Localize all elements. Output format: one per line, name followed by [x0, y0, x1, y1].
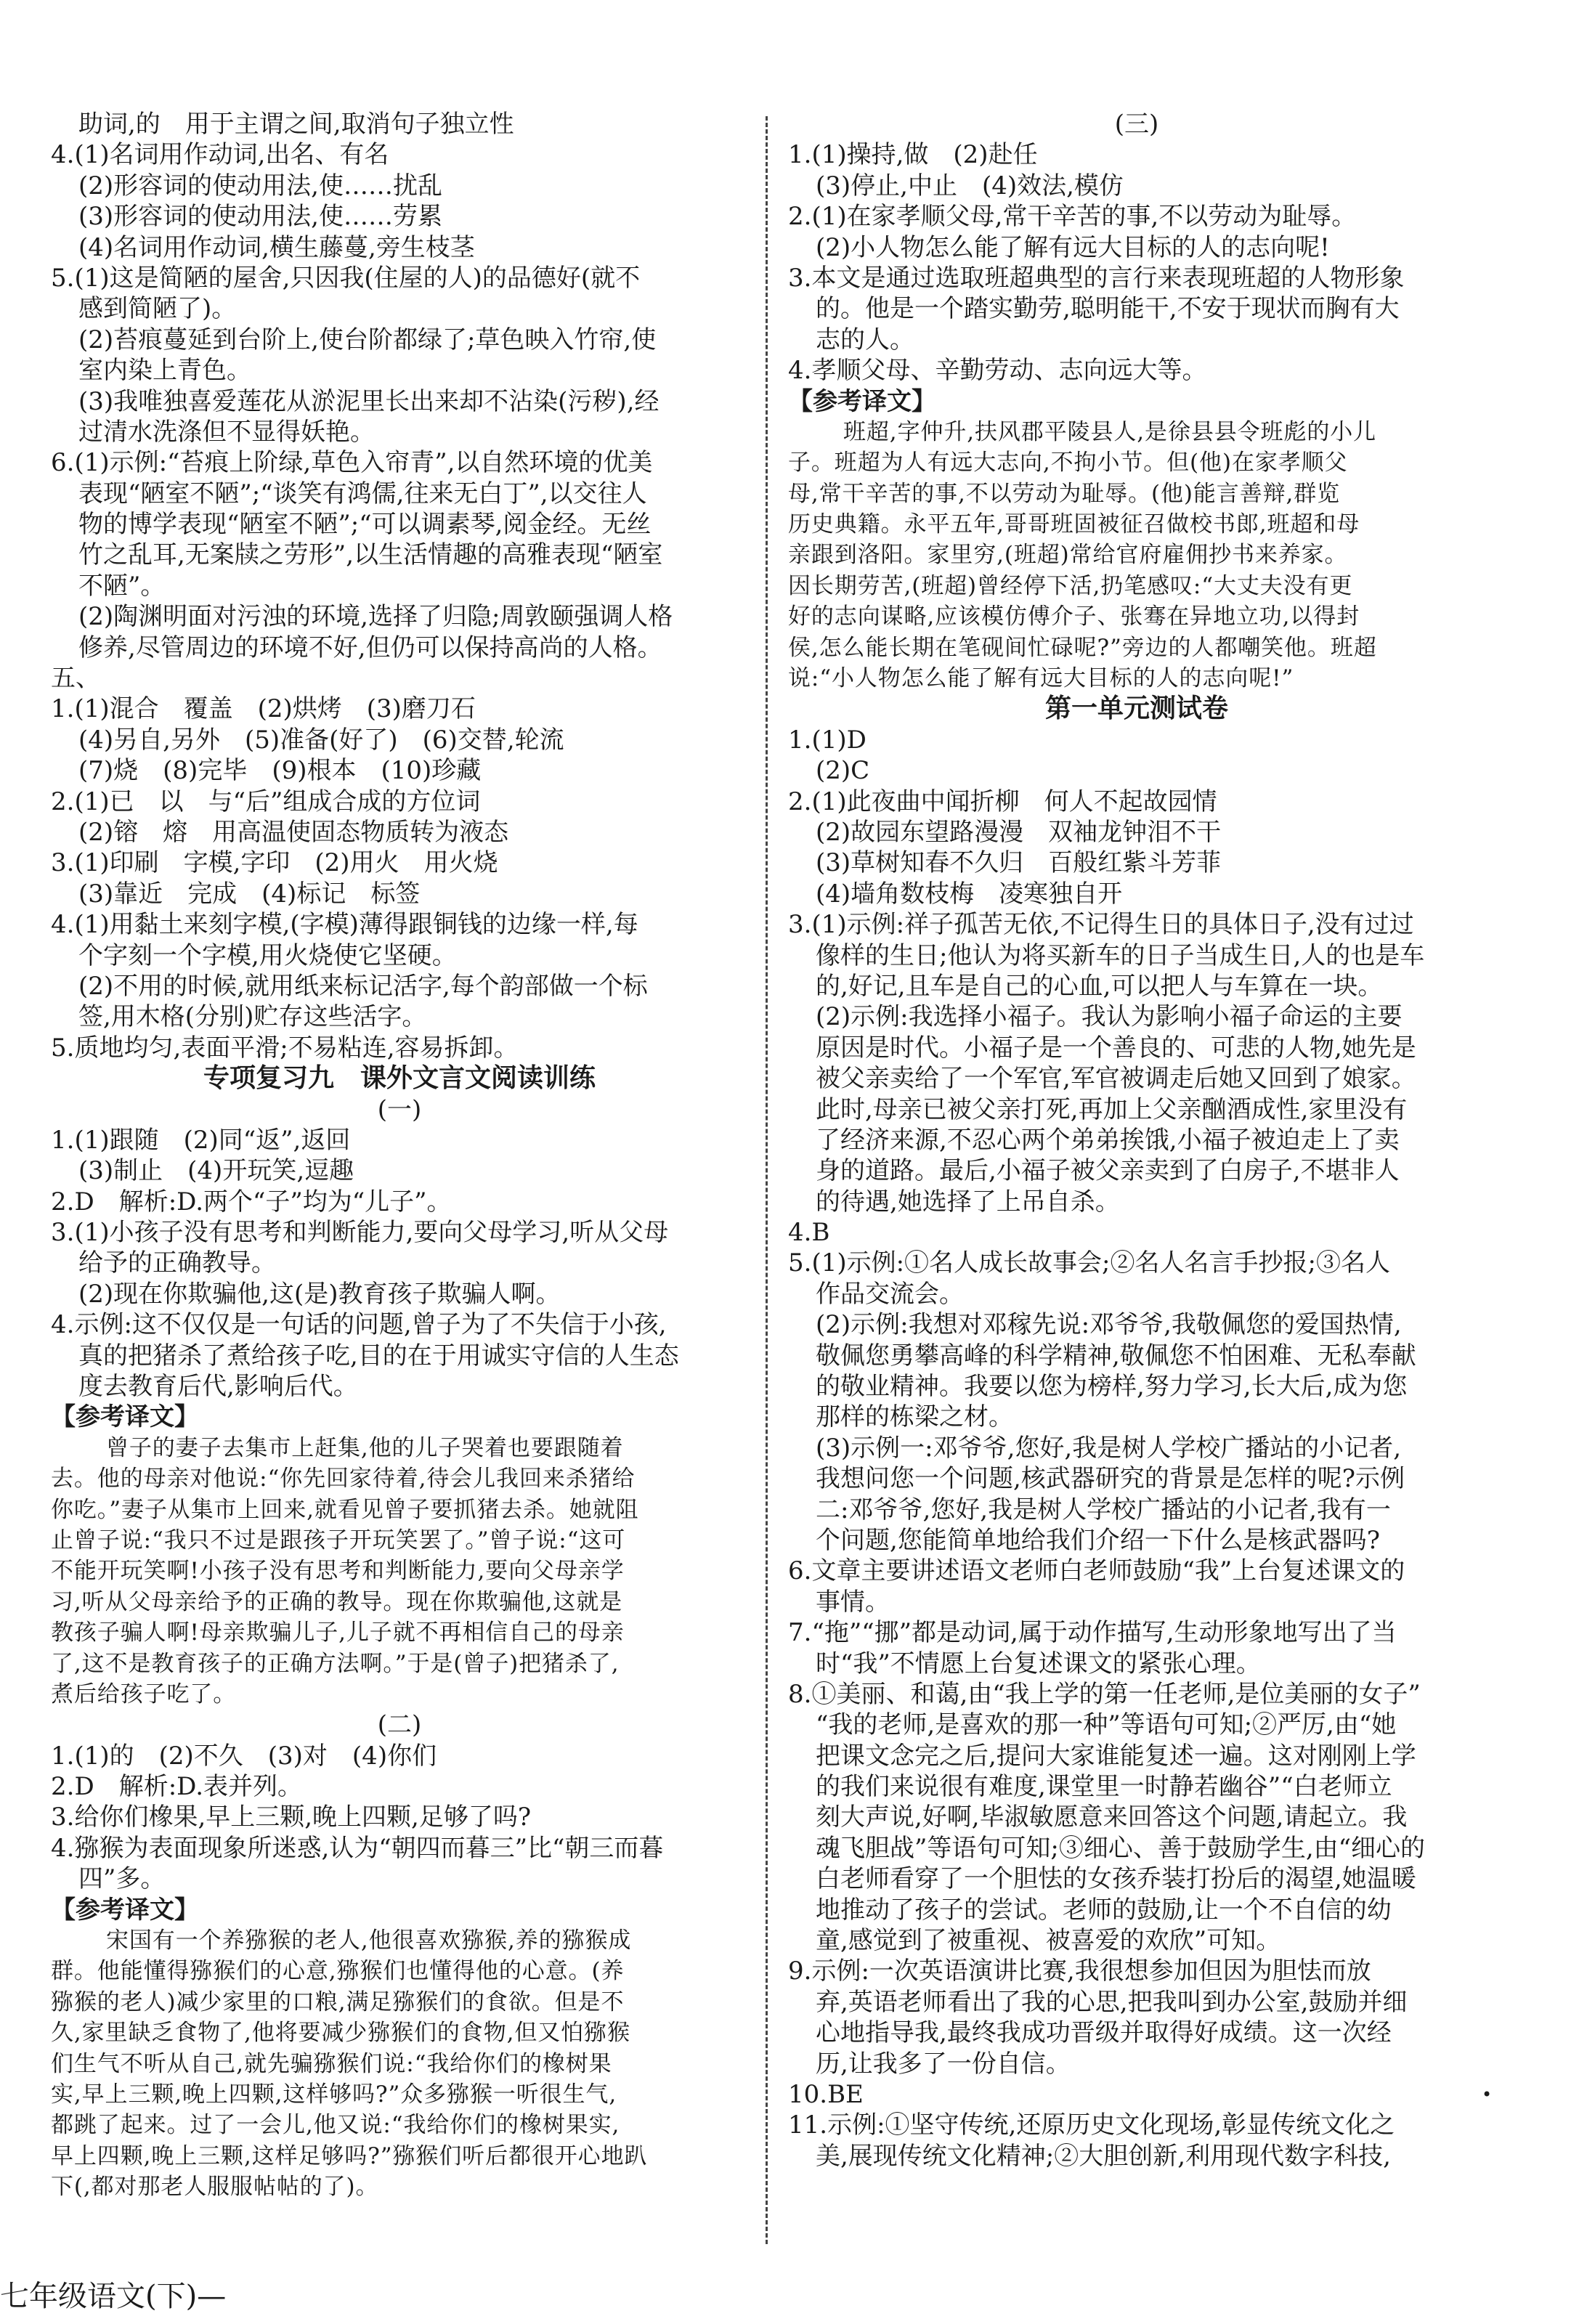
- translation-line: 早上四颗,晚上三颗,这样足够吗?”猕猴们听后都很开心地趴: [51, 2142, 648, 2169]
- answer-line: 心地指导我,最终我成功晋级并取得好成绩。这一次经: [816, 2018, 1392, 2048]
- answer-line: 5.(1)这是简陋的屋舍,只因我(住屋的人)的品德好(就不: [51, 263, 641, 293]
- translation-line: 历史典籍。永平五年,哥哥班固被征召做校书郎,班超和母: [788, 511, 1360, 538]
- answer-line: 作品交流会。: [816, 1279, 964, 1309]
- translation-line: 都跳了起来。过了一会儿,他又说:“我给你们的橡树果实,: [51, 2112, 620, 2139]
- answer-line: 6.(1)示例:“苔痕上阶绿,草色入帘青”,以自然环境的优美: [51, 448, 653, 478]
- answer-line: 那样的栋梁之材。: [816, 1402, 1013, 1432]
- translation-line: 猕猴的老人)减少家里的口粮,满足猕猴们的食欲。但是不: [51, 1988, 625, 2015]
- answer-line: (一): [377, 1094, 422, 1124]
- answer-line: 4.(1)名词用作动词,出名、有名: [51, 140, 389, 170]
- column-divider: [766, 116, 768, 2244]
- answer-line: 刻大声说,好啊,毕淑敏愿意来回答这个问题,请起立。我: [816, 1803, 1408, 1832]
- answer-line: (2)苔痕蔓延到台阶上,使台阶都绿了;草色映入竹帘,使: [78, 325, 657, 354]
- answer-line: 表现“陋室不陋”;“谈笑有鸿儒,往来无白丁”,以交往人: [78, 479, 647, 508]
- answer-line: 时“我”不情愿上台复述课文的紧张心理。: [816, 1649, 1261, 1678]
- answer-line: (3)制止 (4)开玩笑,逗趣: [78, 1156, 354, 1186]
- answer-line: 5.质地均匀,表面平滑;不易粘连,容易拆卸。: [51, 1033, 519, 1063]
- answer-line: 竹之乱耳,无案牍之劳形”,以生活情趣的高雅表现“陋室: [78, 540, 663, 570]
- answer-line: 4.(1)用黏土来刻字模,(字模)薄得跟铜钱的边缘一样,每: [51, 910, 638, 940]
- answer-line: 志的人。: [816, 325, 914, 354]
- answer-line: 美,展现传统文化精神;②大胆创新,利用现代数字科技,: [816, 2141, 1391, 2171]
- answer-line: 11.示例:①坚守传统,还原历史文化现场,彰显传统文化之: [788, 2110, 1395, 2140]
- answer-line: (4)另自,另外 (5)准备(好了) (6)交替,轮流: [78, 725, 564, 755]
- answer-line: 3.本文是通过选取班超典型的言行来表现班超的人物形象: [788, 263, 1405, 293]
- answer-line: (2)不用的时候,就用纸来标记活字,每个韵部做一个标: [78, 971, 648, 1001]
- right-column: [788, 109, 1485, 2171]
- translation-line: 群。他能懂得猕猴们的心意,猕猴们也懂得他的心意。(养: [51, 1958, 625, 1985]
- answer-line: 5.(1)示例:①名人成长故事会;②名人名言手抄报;③名人: [788, 1248, 1390, 1278]
- answer-line: (2)示例:我选择小福子。我认为影响小福子命运的主要: [816, 1002, 1403, 1032]
- page-footer: 七年级语文(下)—: [0, 2280, 227, 2313]
- translation-line: 止曾子说:“我只不过是跟孩子开玩笑罢了。”曾子说:“这可: [51, 1527, 626, 1553]
- translation-line: 因长期劳苦,(班超)曾经停下活,扔笔感叹:“大丈夫没有更: [788, 572, 1353, 599]
- answer-line: (3)靠近 完成 (4)标记 标签: [78, 879, 421, 909]
- answer-line: 签,用木格(分别)贮存这些活字。: [78, 1002, 427, 1032]
- answer-line: 物的博学表现“陋室不陋”;“可以调素琴,阅金经。无丝: [78, 510, 652, 540]
- answer-line: 的敬业精神。我要以您为榜样,努力学习,长大后,成为您: [816, 1372, 1408, 1402]
- translation-line: 说:“小人物怎么能了解有远大目标的人的志向呢!”: [788, 665, 1294, 692]
- answer-line: 的待遇,她选择了上吊自杀。: [816, 1187, 1120, 1216]
- answer-line: 像样的生日;他认为将买新车的日子当成生日,人的也是车: [816, 940, 1425, 970]
- translation-line: 亲跟到洛阳。家里穷,(班超)常给官府雇佣抄书来养家。: [788, 542, 1348, 569]
- answer-line: (7)烧 (8)完毕 (9)根本 (10)珍藏: [78, 756, 482, 786]
- translation-line: 实,早上三颗,晚上四颗,这样够吗?”众多猕猴一听很生气,: [51, 2081, 617, 2108]
- answer-line: 感到简陋了)。: [78, 294, 237, 324]
- answer-line: (2)C: [816, 756, 870, 786]
- translation-line: 们生气不听从自己,就先骗猕猴们说:“我给你们的橡树果: [51, 2050, 612, 2077]
- answer-line: 1.(1)的 (2)不久 (3)对 (4)你们: [51, 1741, 437, 1771]
- answer-line: 1.(1)D: [788, 725, 866, 755]
- answer-line: 4.猕猴为表面现象所迷惑,认为“朝四而暮三”比“朝三而暮: [51, 1833, 664, 1863]
- answer-line: 敬佩您勇攀高峰的科学精神,敬佩您不怕困难、无私奉献: [816, 1341, 1416, 1370]
- answer-line: 室内染上青色。: [78, 356, 251, 386]
- answer-line: 1.(1)操持,做 (2)赴任: [788, 140, 1038, 170]
- translation-line: 教孩子骗人啊!母亲欺骗儿子,儿子就不再相信自己的母亲: [51, 1620, 625, 1646]
- section-title: 第一单元测试卷: [1044, 694, 1228, 724]
- answer-line: 个字刻一个字模,用火烧使它坚硬。: [78, 940, 457, 970]
- answer-line: 历,让我多了一份自信。: [816, 2049, 1071, 2079]
- answer-line: 4.示例:这不仅仅是一句话的问题,曾子为了不失信于小孩,: [51, 1310, 667, 1340]
- answer-line: (3)形容词的使动用法,使……劳累: [78, 202, 442, 232]
- answer-line: 我想问您一个问题,核武器研究的背景是怎样的呢?示例: [816, 1464, 1405, 1494]
- answer-line: 3.(1)印刷 字模,字印 (2)用火 用火烧: [51, 848, 498, 878]
- answer-line: 童,感觉到了被重视、被喜爱的欢欣”可知。: [816, 1926, 1281, 1956]
- answer-line: 魂飞胆战”等语句可知;③细心、善于鼓励学生,由“细心的: [816, 1833, 1426, 1863]
- answer-line: 3.给你们橡果,早上三颗,晚上四颗,足够了吗?: [51, 1803, 532, 1832]
- answer-line: (2)现在你欺骗他,这(是)教育孩子欺骗人啊。: [78, 1279, 561, 1309]
- answer-line: 2.D 解析:D.两个“子”均为“儿子”。: [51, 1187, 452, 1216]
- answer-line: 四”多。: [78, 1864, 166, 1894]
- answer-line: 原因是时代。小福子是一个善良的、可悲的人物,她先是: [816, 1033, 1416, 1063]
- translation-heading: 【参考译文】: [788, 386, 936, 416]
- translation-line: 了,这不是教育孩子的正确方法啊。”于是(曾子)把猪杀了,: [51, 1650, 620, 1677]
- answer-line: 五、: [51, 664, 100, 694]
- translation-line: 侯,怎么能长期在笔砚间忙碌呢?”旁边的人都嘲笑他。班超: [788, 634, 1377, 661]
- translation-line: 煮后给孩子吃了。: [51, 1681, 237, 1707]
- answer-line: 白老师看穿了一个胆怯的女孩乔装打扮后的渴望,她温暖: [816, 1864, 1416, 1894]
- answer-line: (2)镕 熔 用高温使固态物质转为液态: [78, 817, 509, 847]
- answer-line: 1.(1)跟随 (2)同“返”,返回: [51, 1125, 351, 1155]
- answer-line: (2)小人物怎么能了解有远大目标的人的志向呢!: [816, 232, 1330, 262]
- answer-line: 的,好记,且车是自己的心血,可以把人与车算在一块。: [816, 971, 1383, 1001]
- translation-heading: 【参考译文】: [51, 1402, 199, 1432]
- answer-line: 被父亲卖给了一个军官,军官被调走后她又回到了娘家。: [816, 1064, 1416, 1094]
- answer-line: 2.(1)此夜曲中闻折柳 何人不起故园情: [788, 787, 1217, 816]
- answer-line: 6.文章主要讲述语文老师白老师鼓励“我”上台复述课文的: [788, 1556, 1405, 1586]
- answer-line: 不陋”。: [78, 571, 166, 601]
- answer-line: 3.(1)示例:祥子孤苦无依,不记得生日的具体日子,没有过过: [788, 910, 1414, 940]
- answer-line: 2.D 解析:D.表并列。: [51, 1772, 303, 1802]
- answer-line: 2.(1)已 以 与“后”组成合成的方位词: [51, 787, 481, 816]
- translation-line: 班超,字仲升,扶风郡平陵县人,是徐县县令班彪的小儿: [843, 418, 1377, 445]
- answer-line: 事情。: [816, 1587, 890, 1617]
- answer-line: 地推动了孩子的尝试。老师的鼓励,让一个不自信的幼: [816, 1895, 1392, 1925]
- answer-line: 8.①美丽、和蔼,由“我上学的第一任老师,是位美丽的女子”: [788, 1679, 1421, 1709]
- translation-line: 久,家里缺乏食物了,他将要减少猕猴们的食物,但又怕猕猴: [51, 2020, 630, 2047]
- answer-line: (2)形容词的使动用法,使……扰乱: [78, 171, 442, 200]
- answer-line: (4)名词用作动词,横生藤蔓,旁生枝茎: [78, 232, 475, 262]
- answer-line: (二): [377, 1710, 422, 1740]
- translation-line: 不能开玩笑啊!小孩子没有思考和判断能力,要向父母亲学: [51, 1558, 625, 1585]
- answer-line: (3)示例一:邓爷爷,您好,我是树人学校广播站的小记者,: [816, 1433, 1402, 1463]
- translation-line: 曾子的妻子去集市上赶集,他的儿子哭着也要跟随着: [106, 1434, 624, 1461]
- stray-dot: •: [1482, 2084, 1493, 2105]
- left-column: [51, 109, 748, 2203]
- answer-line: (4)墙角数枝梅 凌寒独自开: [816, 879, 1123, 909]
- section-title: 专项复习九 课外文言文阅读训练: [203, 1063, 596, 1094]
- translation-line: 去。他的母亲对他说:“你先回家待着,待会儿我回来杀猪给: [51, 1466, 636, 1492]
- answer-line: 弃,英语老师看出了我的心思,把我叫到办公室,鼓励并细: [816, 1987, 1408, 2017]
- answer-line: 度去教育后代,影响后代。: [78, 1372, 358, 1402]
- answer-line: 10.BE: [788, 2080, 864, 2109]
- answer-line: “我的老师,是喜欢的那一种”等语句可知;②严厉,由“她: [816, 1710, 1397, 1740]
- answer-line: 助词,的 用于主谓之间,取消句子独立性: [78, 110, 514, 139]
- answer-line: (三): [1114, 110, 1159, 139]
- translation-line: 宋国有一个养猕猴的老人,他很喜欢猕猴,养的猕猴成: [106, 1927, 632, 1954]
- answer-line: (3)我唯独喜爱莲花从淤泥里长出来却不沾染(污秽),经: [78, 386, 659, 416]
- translation-line: 子。班超为人有远大志向,不拘小节。但(他)在家孝顺父: [788, 450, 1348, 476]
- answer-line: (2)陶渊明面对污浊的环境,选择了归隐;周敦颐强调人格: [78, 602, 673, 632]
- answer-line: 二:邓爷爷,您好,我是树人学校广播站的小记者,我有一: [816, 1495, 1391, 1524]
- answer-line: 真的把猪杀了煮给孩子吃,目的在于用诚实守信的人生态: [78, 1341, 679, 1370]
- answer-line: (3)草树知春不久归 百般红紫斗芳菲: [816, 848, 1222, 878]
- answer-line: 1.(1)混合 覆盖 (2)烘烤 (3)磨刀石: [51, 694, 476, 724]
- answer-line: 3.(1)小孩子没有思考和判断能力,要向父母学习,听从父母: [51, 1218, 669, 1248]
- translation-line: 下(,都对那老人服服帖帖的了)。: [51, 2174, 379, 2201]
- answer-line: 9.示例:一次英语演讲比赛,我很想参加但因为胆怯而放: [788, 1957, 1371, 1986]
- answer-line: 4.孝顺父母、辛勤劳动、志向远大等。: [788, 356, 1207, 386]
- answer-line: 的。他是一个踏实勤劳,聪明能干,不安于现状而胸有大: [816, 294, 1400, 324]
- answer-line: 7.“拖”“挪”都是动词,属于动作描写,生动形象地写出了当: [788, 1618, 1397, 1648]
- answer-line: 修养,尽管周边的环境不好,但仍可以保持高尚的人格。: [78, 633, 662, 662]
- answer-line: 给予的正确教导。: [78, 1248, 276, 1278]
- translation-line: 好的志向谋略,应该模仿傅介子、张骞在异地立功,以得封: [788, 604, 1360, 630]
- answer-line: 过清水洗涤但不显得妖艳。: [78, 417, 375, 447]
- answer-line: (3)停止,中止 (4)效法,模仿: [816, 171, 1124, 200]
- answer-line: 把课文念完之后,提问大家谁能复述一遍。这对刚刚上学: [816, 1741, 1416, 1771]
- translation-line: 习,听从父母亲给予的正确的教导。现在你欺骗他,这就是: [51, 1588, 623, 1615]
- answer-line: 的我们来说很有难度,课堂里一时静若幽谷”“白老师立: [816, 1772, 1392, 1802]
- answer-line: 2.(1)在家孝顺父母,常干辛苦的事,不以劳动为耻辱。: [788, 202, 1357, 232]
- answer-line: (2)示例:我想对邓稼先说:邓爷爷,我敬佩您的爱国热情,: [816, 1310, 1402, 1340]
- translation-heading: 【参考译文】: [51, 1895, 199, 1925]
- translation-line: 你吃。”妻子从集市上回来,就看见曾子要抓猪去杀。她就阻: [51, 1496, 639, 1523]
- translation-line: 母,常干辛苦的事,不以劳动为耻辱。(他)能言善辩,群览: [788, 480, 1341, 507]
- answer-line: 身的道路。最后,小福子被父亲卖到了白房子,不堪非人: [816, 1156, 1400, 1186]
- answer-line: 4.B: [788, 1218, 830, 1248]
- answer-line: 了经济来源,不忍心两个弟弟挨饿,小福子被迫走上了卖: [816, 1125, 1400, 1155]
- answer-line: 此时,母亲已被父亲打死,再加上父亲酗酒成性,家里没有: [816, 1094, 1408, 1124]
- answer-line: (2)故园东望路漫漫 双袖龙钟泪不干: [816, 817, 1222, 847]
- answer-line: 个问题,您能简单地给我们介绍一下什么是核武器吗?: [816, 1525, 1381, 1555]
